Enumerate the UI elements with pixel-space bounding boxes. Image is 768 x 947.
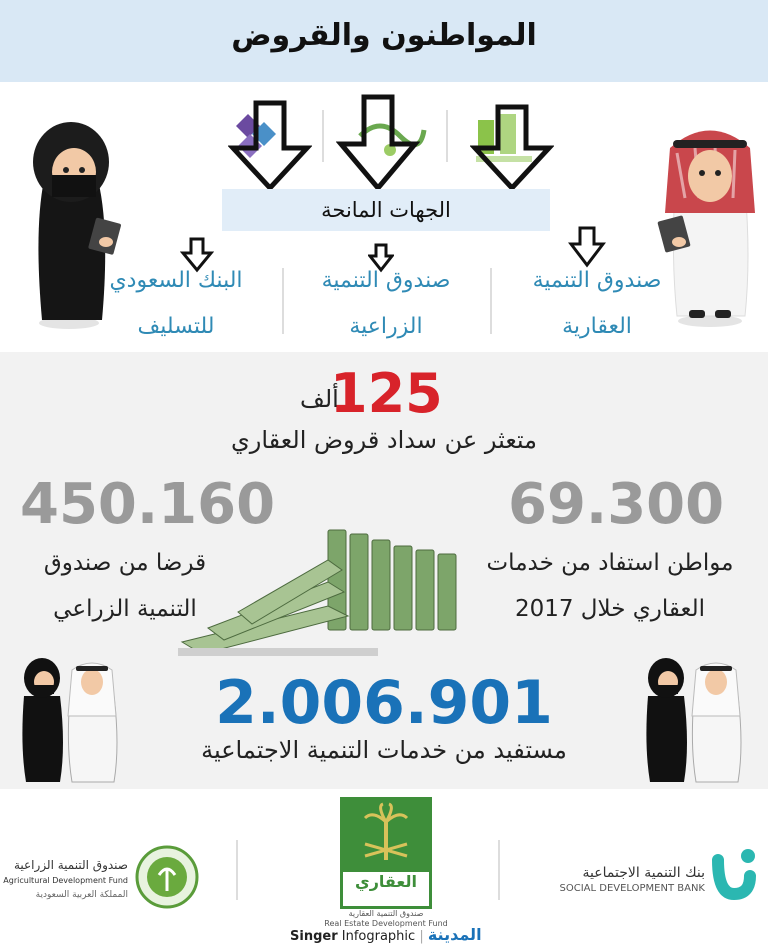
sdb-logo-icon	[708, 846, 760, 906]
real-estate-fund-badge	[340, 797, 432, 909]
fund-line: العقارية	[562, 314, 632, 339]
stat-line: مواطن استفاد من خدمات	[486, 550, 734, 576]
real-estate-logo-text: العقاري	[355, 872, 417, 891]
palm-swords-icon	[343, 800, 429, 872]
down-arrow-icon	[228, 100, 312, 192]
footer-line: SOCIAL DEVELOPMENT BANK	[559, 883, 705, 894]
footer-line: صندوق التنمية العقارية	[348, 909, 424, 918]
header-banner	[0, 0, 768, 82]
fund-line: البنك السعودي	[109, 268, 243, 293]
agri-loans-number: 450.160	[20, 472, 276, 537]
fund-real-estate	[497, 262, 697, 346]
defaulters-text: متعثر عن سداد قروض العقاري	[230, 426, 538, 454]
stat-line: قرضا من صندوق	[43, 550, 207, 576]
stat-line: العقاري خلال 2017	[514, 596, 706, 622]
social-beneficiaries-text: مستفيد من خدمات التنمية الاجتماعية	[201, 736, 567, 764]
stat-line: التنمية الزراعي	[53, 596, 197, 622]
page-title: المواطنون والقروض	[231, 18, 537, 53]
fund-separator	[282, 268, 284, 334]
fund-line: الزراعية	[349, 314, 423, 339]
logo-separator	[446, 110, 448, 162]
fund-line: صندوق التنمية	[321, 268, 451, 293]
sdb-name	[550, 866, 705, 896]
credit-author: Singer	[290, 929, 338, 944]
down-arrow-icon	[470, 104, 554, 192]
defaulters-number: 125	[330, 362, 443, 425]
footer-separator	[236, 840, 238, 900]
fund-line: للتسليف	[137, 314, 215, 339]
credit-type: Infographic	[341, 929, 416, 944]
footer-line: Real Estate Development Fund	[324, 919, 448, 928]
donors-label-box	[222, 189, 550, 231]
down-arrow-icon	[336, 94, 420, 192]
agri-fund-emblem-icon	[135, 845, 199, 909]
footer-line: صندوق التنمية الزراعية	[13, 858, 128, 872]
footer-line: Agricultural Development Fund	[3, 876, 128, 885]
fund-separator	[490, 268, 492, 334]
fund-line: صندوق التنمية	[532, 268, 662, 293]
fund-agricultural	[286, 262, 486, 346]
fund-saudi-credit-bank	[76, 262, 276, 346]
agri-fund-name	[0, 858, 128, 903]
footer-line: المملكة العربية السعودية	[35, 890, 128, 900]
credit-line: Singer Infographic | المدينة	[290, 925, 482, 944]
social-beneficiaries-number: 2.006.901	[215, 668, 553, 738]
footer-separator	[498, 840, 500, 900]
footer-line: بنك التنمية الاجتماعية	[582, 865, 705, 881]
money-stacks-illustration	[178, 520, 468, 660]
credit-brand: المدينة	[427, 925, 482, 944]
defaulters-unit: ألف	[300, 385, 339, 413]
logo-separator	[322, 110, 324, 162]
donors-label: الجهات المانحة	[321, 198, 451, 222]
real-estate-beneficiaries-number: 69.300	[508, 472, 725, 537]
real-estate-beneficiaries-text	[460, 540, 760, 632]
